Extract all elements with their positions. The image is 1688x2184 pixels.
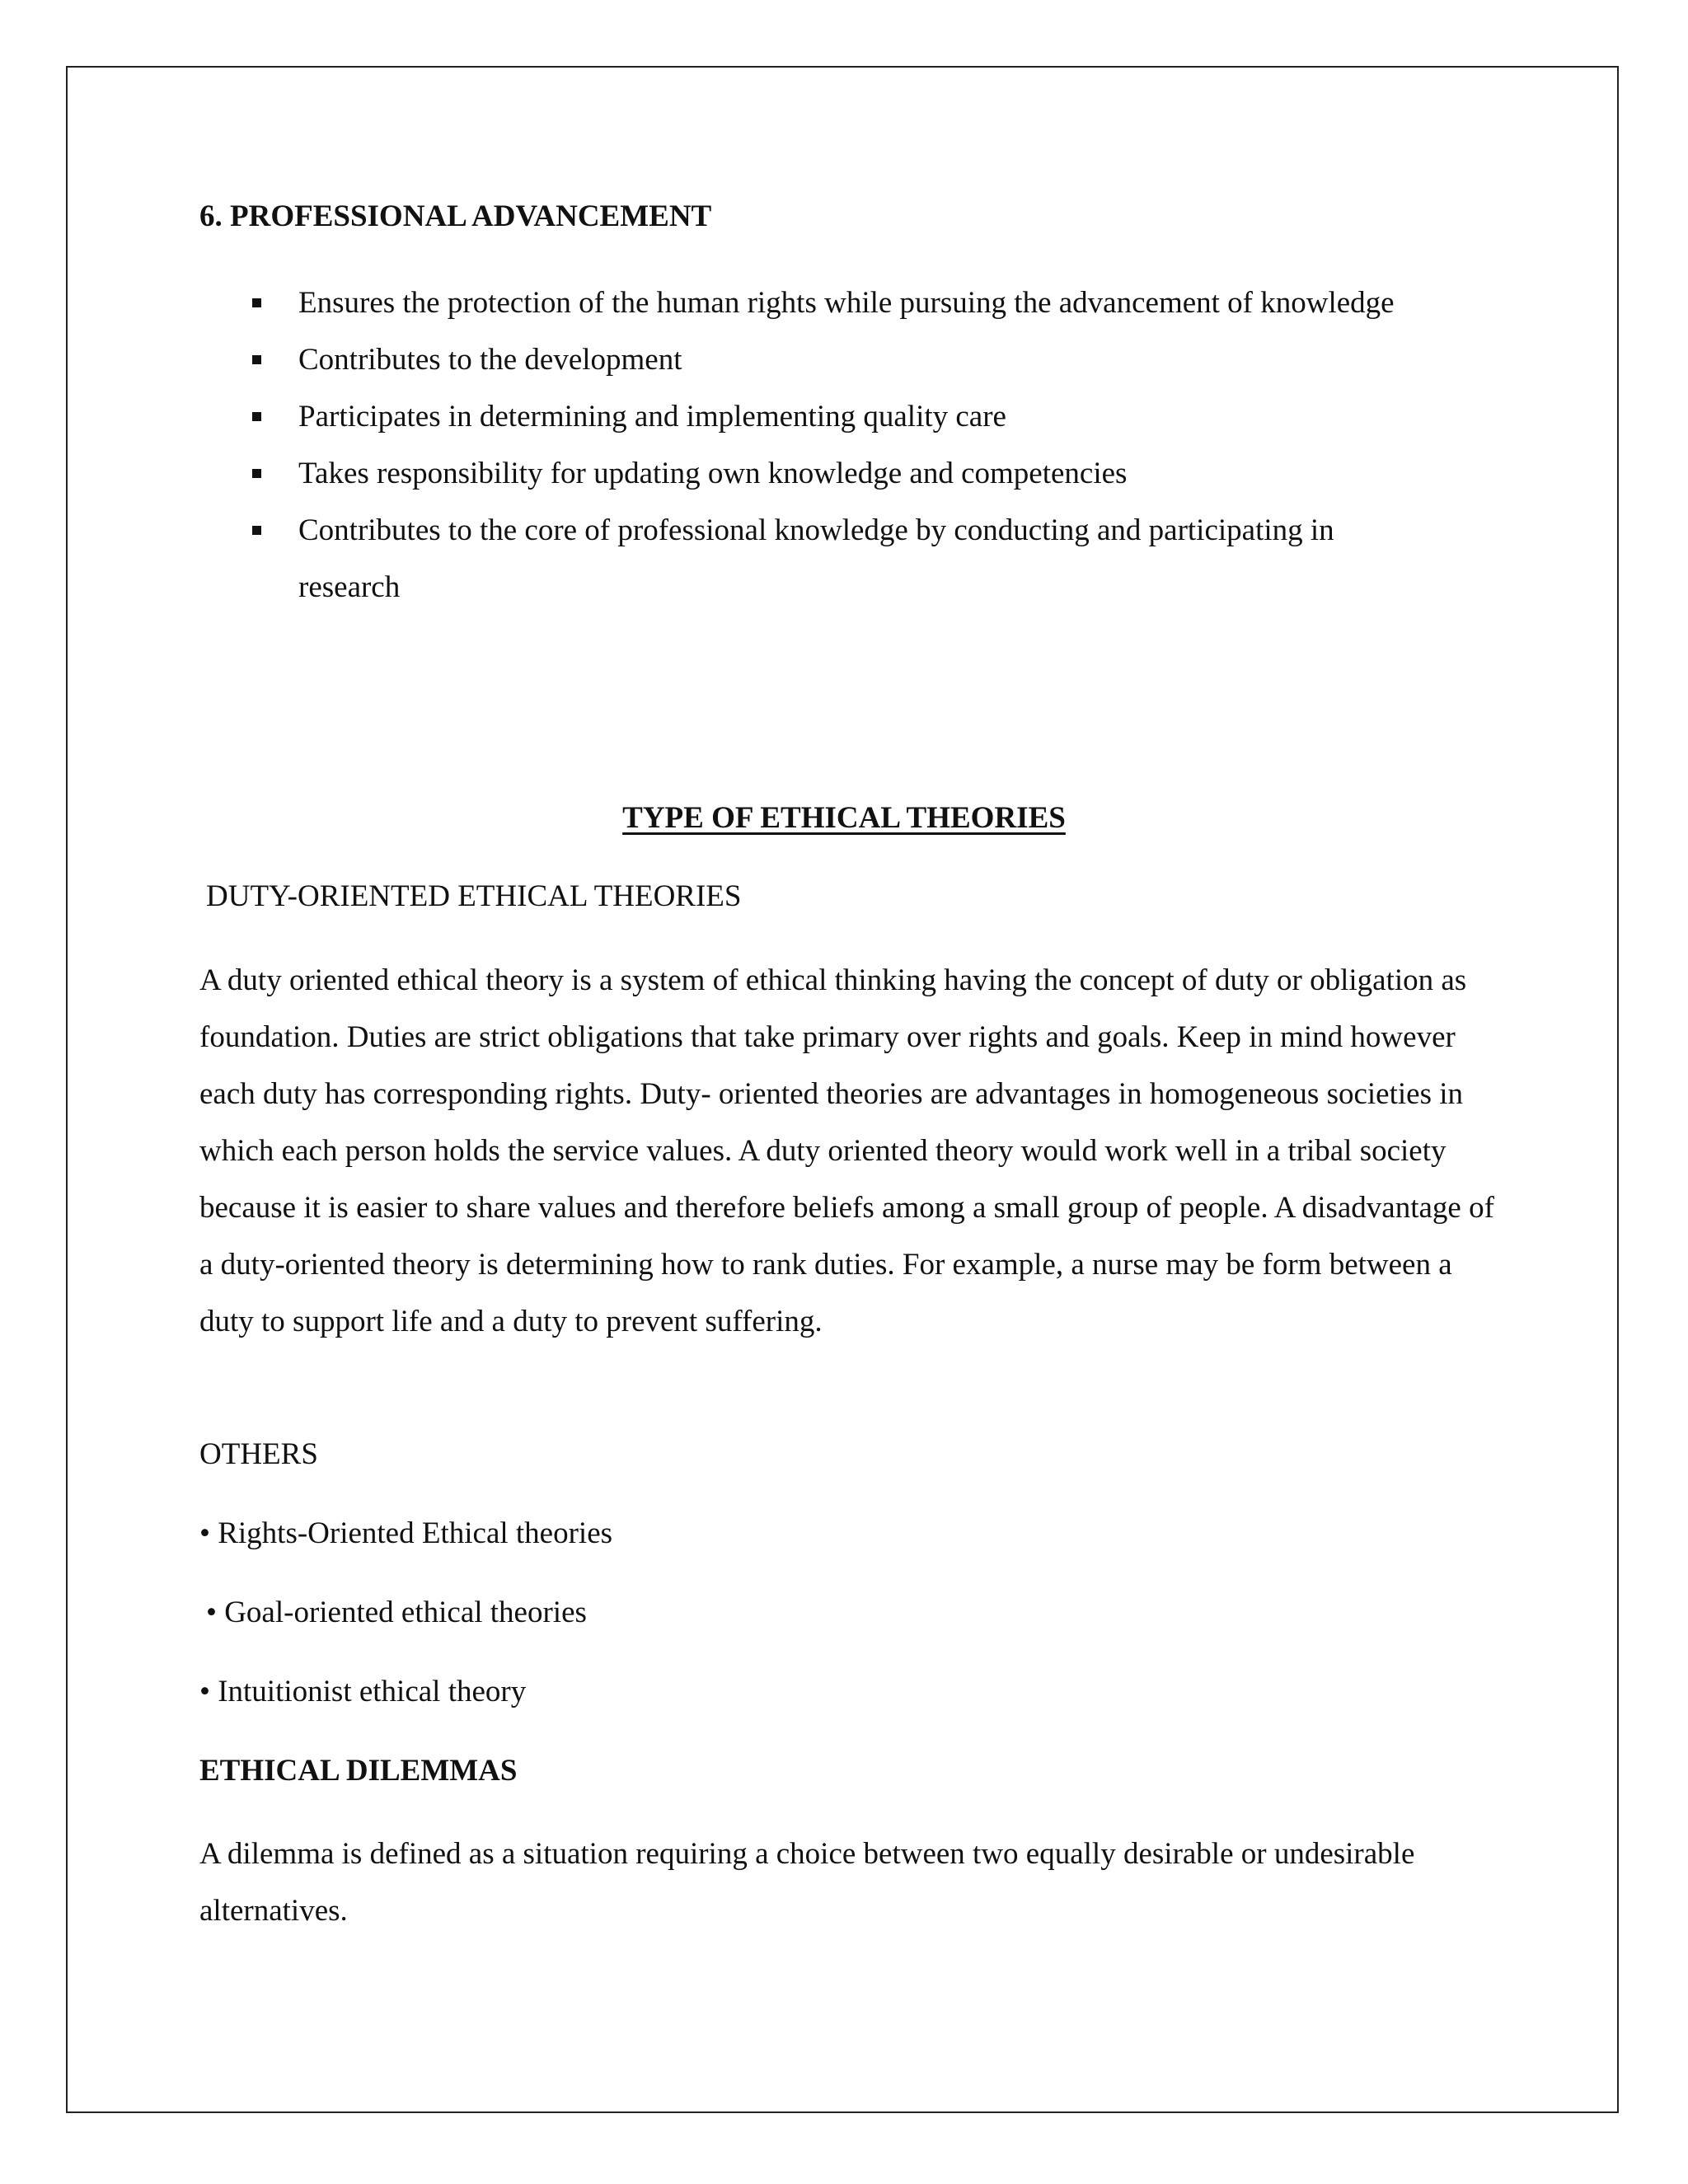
dilemmas-text: A dilemma is defined as a situation requiring a choice between two equally desirable or undesirable alternatives.: [199, 1837, 1415, 1928]
square-bullet-icon: [252, 298, 261, 307]
square-bullet-icon: [252, 526, 261, 535]
square-bullet-icon: [252, 469, 261, 478]
theories-title: [0, 800, 1688, 837]
others-label: OTHERS: [199, 1437, 318, 1471]
section-heading: 6. PROFESSIONAL ADVANCEMENT: [199, 199, 712, 233]
list-item: [199, 388, 1518, 445]
dilemmas-heading: ETHICAL DILEMMAS: [199, 1754, 518, 1788]
theories-title-text: TYPE OF ETHICAL THEORIES: [622, 801, 1066, 835]
others-item: • Intuitionist ethical theory: [199, 1675, 527, 1708]
list-item-text: Participates in determining and implementing quality care: [298, 400, 1006, 434]
list-item-text: Ensures the protection of the human rights while pursuing the advancement of knowledge: [298, 286, 1395, 320]
list-item-text: Contributes to the core of professional knowledge by conducting and participating in research: [298, 513, 1334, 604]
list-item: [199, 445, 1518, 502]
square-bullet-icon: [252, 355, 261, 364]
others-item: • Goal-oriented ethical theories: [206, 1596, 587, 1629]
list-item: [199, 331, 1518, 388]
duty-paragraph: A duty oriented ethical theory is a system of ethical thinking having the concept of duty or obligation as foundation. Duties are strict obligations that take primary over rights and goals. Keep in mind however each duty has corresponding rights. Duty- oriented theories are advantages in homogeneous societies in which each person holds the service values. A duty oriented theory would work well in a tribal society because it is easier to share values and therefore beliefs among a small group of people. A disadvantage of a duty-oriented theory is determining how to rank duties. For example, a nurse may be form between a duty to support life and a duty to prevent suffering.: [199, 963, 1494, 1338]
square-bullet-icon: [252, 412, 261, 421]
list-item-text: Takes responsibility for updating own knowledge and competencies: [298, 457, 1128, 490]
others-item: • Rights-Oriented Ethical theories: [199, 1516, 613, 1550]
list-item: [199, 274, 1518, 331]
list-item-text: Contributes to the development: [298, 343, 682, 377]
list-item: [199, 502, 1428, 616]
bullet-list: [199, 274, 1518, 616]
duty-subheading: DUTY-ORIENTED ETHICAL THEORIES: [206, 879, 742, 913]
